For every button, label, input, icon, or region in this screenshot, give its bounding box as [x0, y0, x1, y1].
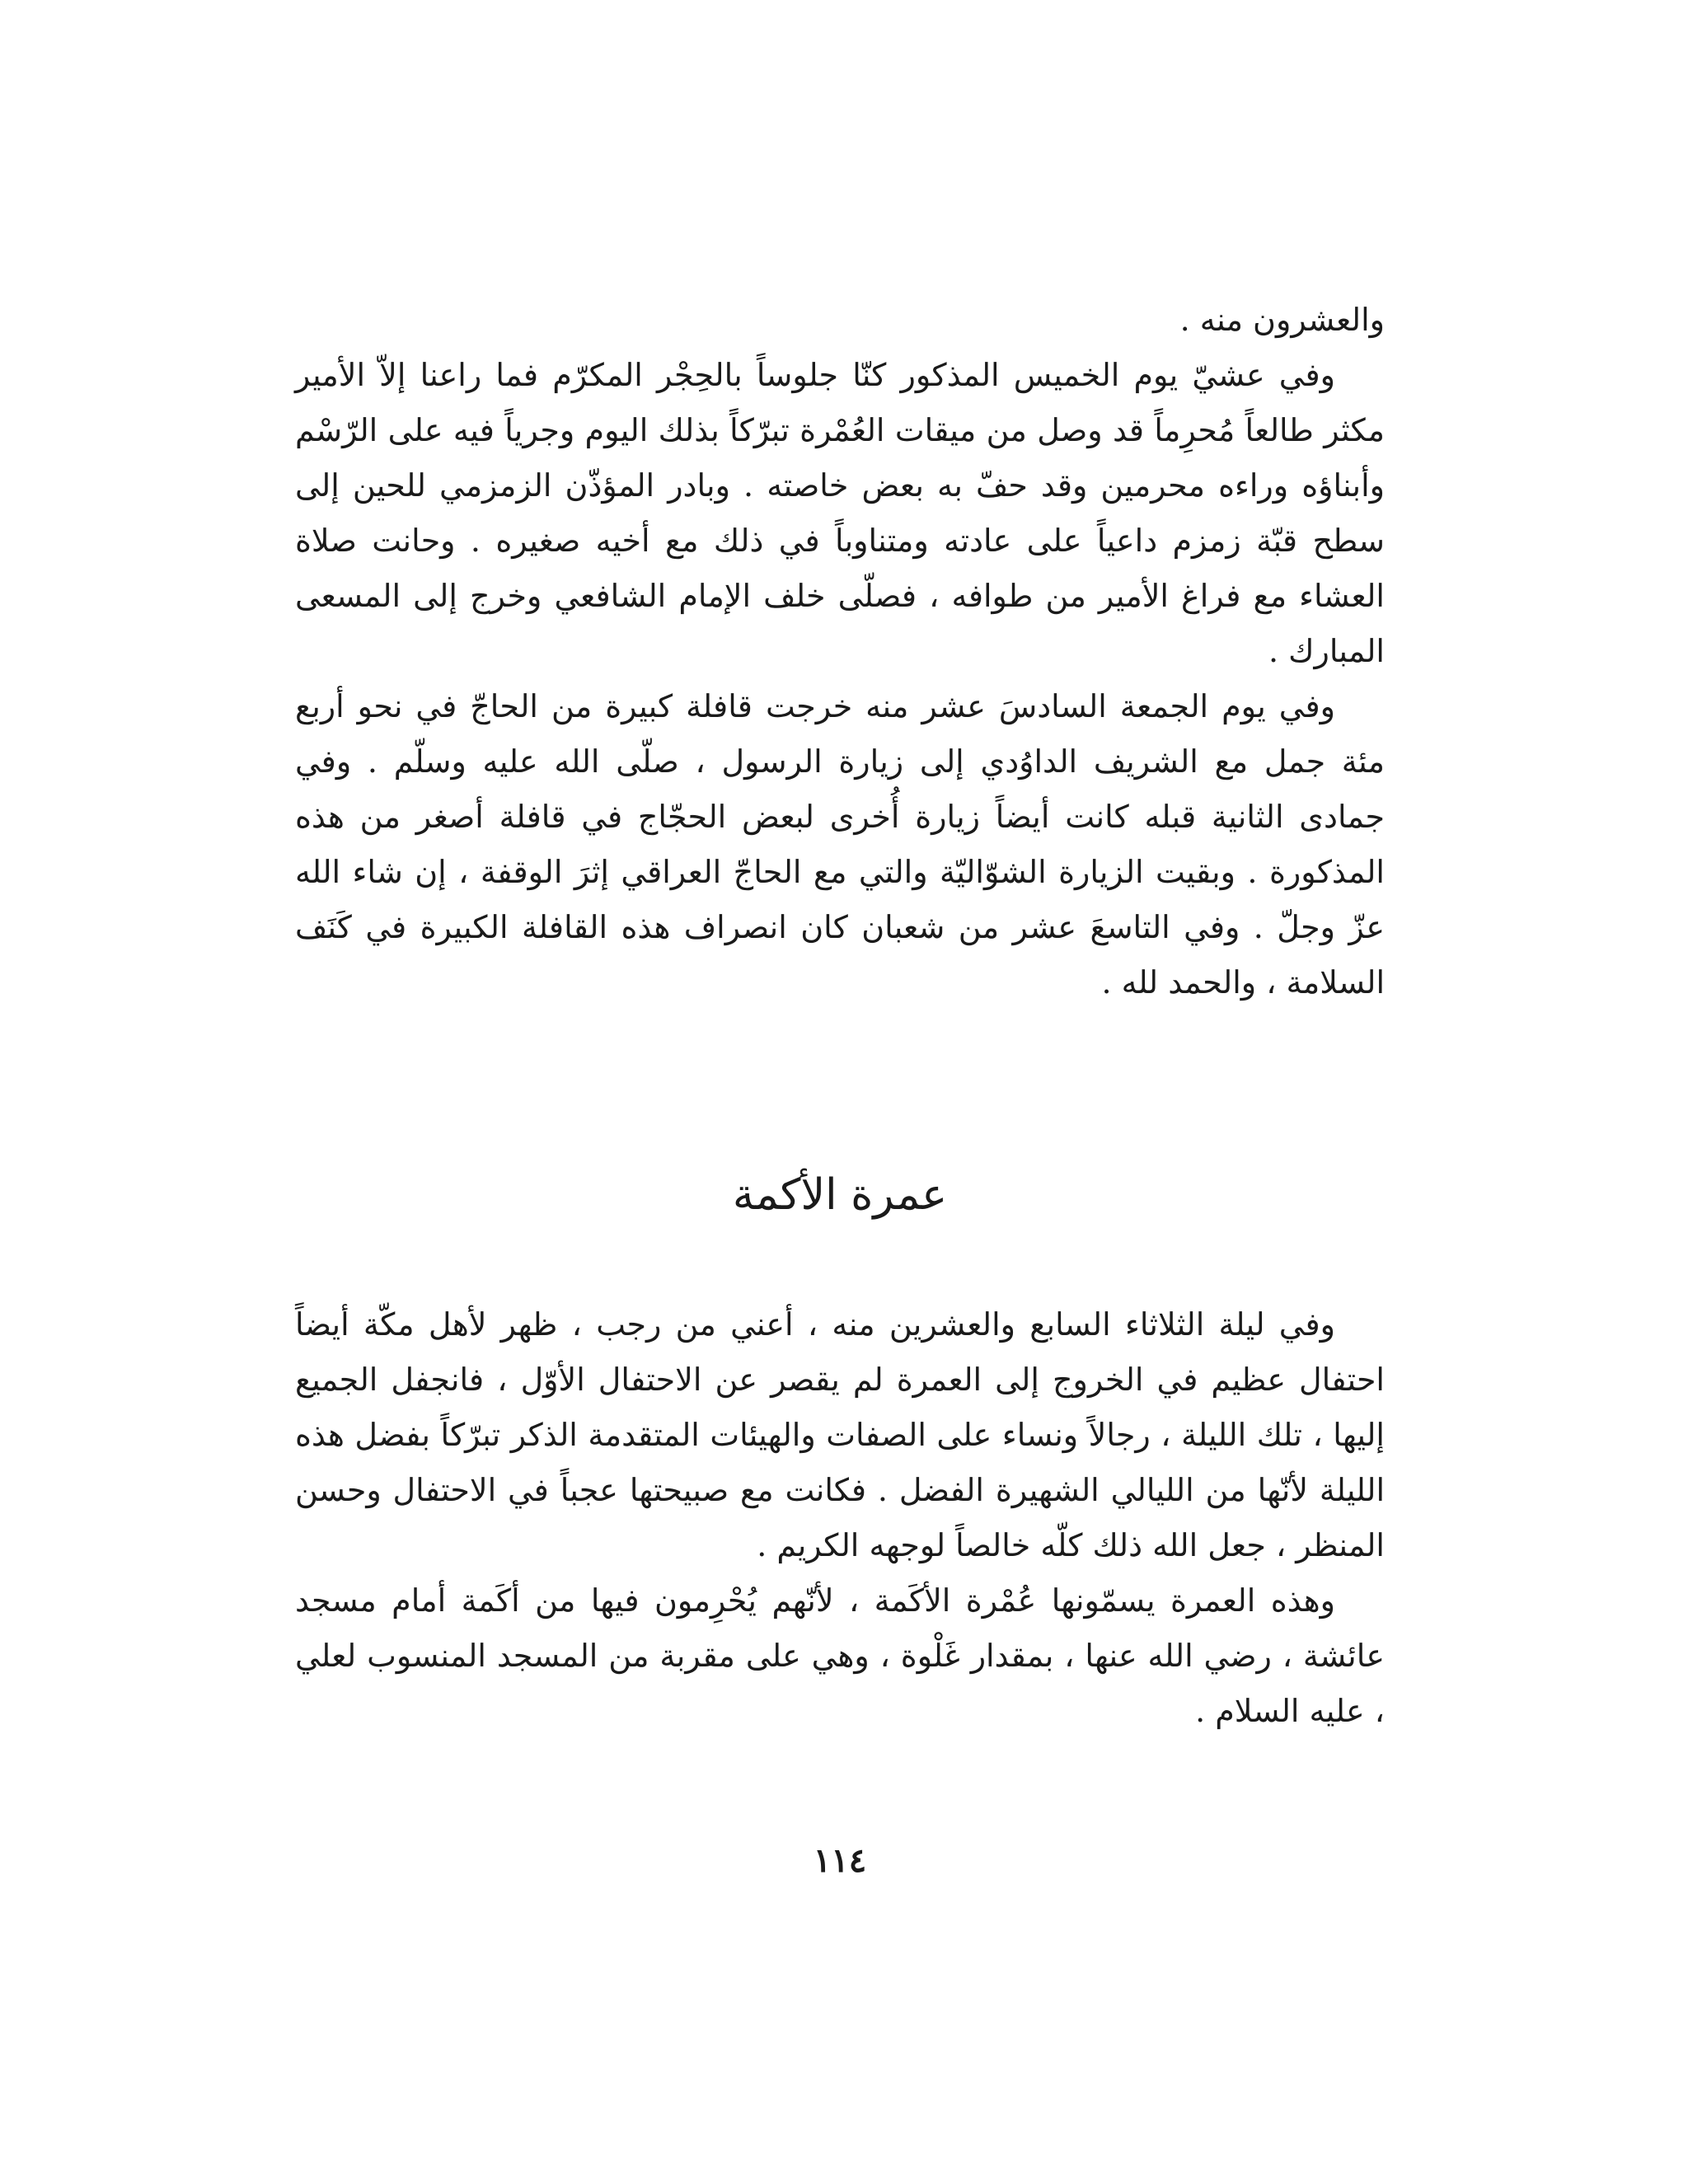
section-title: عمرة الأكمة [732, 1170, 948, 1220]
paragraph-3: وفي ليلة الثلاثاء السابع والعشرين منه ، أعني من رجب ، ظهر لأهل مكّة أيضاً احتفال عظيم في الخروج إلى العمرة لم يقصر عن الاحتفال الأوّل ، فانجفل الجميع إليها ، تلك الليلة ، رجالاً ونساء على الصفات والهيئات المتقدمة الذكر تبرّكاً بفضل هذه الليلة لأنّها من الليالي الشهيرة الفضل . فكانت مع صبيحتها عجباً في الاحتفال وحسن المنظر ، جعل الله ذلك كلّه خالصاً لوجهه الكريم . [295, 1306, 1385, 1563]
paragraph-2: وفي يوم الجمعة السادسَ عشر منه خرجت قافلة كبيرة من الحاجّ في نحو أربع مئة جمل مع الشريف الداوُدي إلى زيارة الرسول ، صلّى الله عليه وسلّم . وفي جمادى الثانية قبله كانت أيضاً زيارة أُخرى لبعض الحجّاج في قافلة أصغر من هذه المذكورة . وبقيت الزيارة الشوّاليّة والتي مع الحاجّ العراقي إثرَ الوقفة ، إن شاء الله عزّ وجلّ . وفي التاسعَ عشر من شعبان كان انصراف هذه القافلة الكبيرة في كَنَف السلامة ، والحمد لله . [295, 688, 1385, 1001]
body-text-bottom [295, 1297, 1385, 1739]
page-number: ١١٤ [813, 1841, 867, 1880]
body-text-top [295, 293, 1385, 1010]
paragraph-1: وفي عشيّ يوم الخميس المذكور كنّا جلوساً بالحِجْر المكرّم فما راعنا إلاّ الأمير مكثر طالعاً مُحرِماً قد وصل من ميقات العُمْرة تبرّكاً بذلك اليوم وجرياً فيه على الرّسْم وأبناؤه وراءه محرمين وقد حفّ به بعض خاصته . وبادر المؤذّن الزمزمي للحين إلى سطح قبّة زمزم داعياً على عادته ومتناوباً في ذلك مع أخيه صغيره . وحانت صلاة العشاء مع فراغ الأمير من طوافه ، فصلّى خلف الإمام الشافعي وخرج إلى المسعى المبارك . [295, 357, 1385, 669]
paragraph-4: وهذه العمرة يسمّونها عُمْرة الأكَمة ، لأنّهم يُحْرِمون فيها من أكَمة أمام مسجد عائشة ، رضي الله عنها ، بمقدار غَلْوة ، وهي على مقربة من المسجد المنسوب لعلي ، عليه السلام . [295, 1582, 1385, 1729]
paragraph-0: والعشرون منه . [1179, 302, 1385, 338]
